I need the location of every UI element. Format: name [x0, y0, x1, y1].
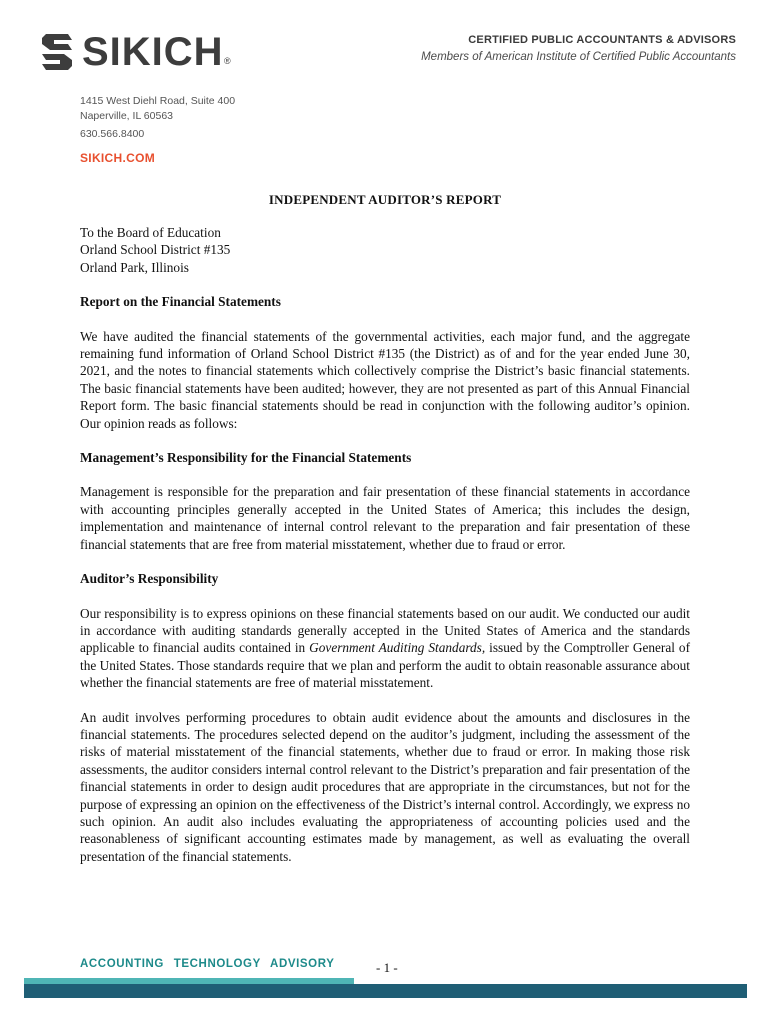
report-title: INDEPENDENT AUDITOR’S REPORT — [268, 192, 502, 207]
logo-wordmark: SIKICH — [82, 30, 224, 74]
section-heading-financial-statements: Report on the Financial Statements — [80, 294, 281, 310]
paragraph-auditor-responsibility-2: An audit involves performing procedures to obtain audit evidence about the amounts and disclosures in the financial statements. The procedures selected depend on the auditor’s judgment, including the assessment of the risks of material misstatement of the financial statements, whether due to fraud or error. In making those risk assessments, the auditor considers internal control relevant to the District’s preparation and fair presentation of the financial statements in order to design audit procedures that are appropriate in the circumstances, but not for the purpose of expressing an opinion on the effectiveness of the District’s internal control. Accordingly, we express no such opinion. An audit also includes evaluating the appropriateness of accounting policies used and the reasonableness of significant accounting estimates made by management, as well as evaluating the overall presentation of the financial statements. — [80, 709, 690, 864]
paragraph-management-responsibility: Management is responsible for the preparation and fair presentation of these financial statements in accordance with accounting principles generally accepted in the United States of America; this includes the design, implementation and maintenance of internal control relevant to the preparation and fair presentation of these financial statements that are free from material misstatement, whether due to fraud or error. — [80, 484, 690, 552]
footer-tagline: ACCOUNTING TECHNOLOGY ADVISORY — [80, 958, 335, 970]
text-run: Our responsibility is to express opinions on these financial statements based on our audit. We conducted our audit in accordance with auditing standards generally accepted in the United States of America and the standards applicable to financial audits contained in — [80, 605, 690, 656]
address-line-2: Naperville, IL 60563 — [80, 110, 174, 122]
addressee-line: Orland Park, Illinois — [80, 259, 189, 275]
paragraph-auditor-responsibility-1 — [80, 605, 690, 692]
registered-mark: ® — [224, 56, 231, 66]
section-heading-management-responsibility: Management’s Responsibility for the Financial Statements — [80, 450, 412, 466]
letterhead — [0, 0, 770, 190]
text-run: issued by the Comptroller General of the United States. Those standards require that we plan and perform the audit to obtain reasonable assurance about whether the financial statements are free of material misstatement. — [80, 640, 691, 691]
address-line-1: 1415 West Diehl Road, Suite 400 — [80, 95, 236, 107]
tagline-secondary: Members of American Institute of Certified Public Accountants — [421, 51, 736, 63]
footer-bar — [24, 984, 747, 998]
tagline-primary: CERTIFIED PUBLIC ACCOUNTANTS & ADVISORS — [468, 34, 736, 46]
report-body — [80, 224, 690, 882]
italic-citation: Government Auditing Standards, — [309, 640, 486, 656]
paragraph-financial-statements: We have audited the financial statements of the governmental activities, each major fund, and the aggregate remaining fund information of Orland School District #135 (the District) as of and for the year ended June 30, 2021, and the notes to financial statements which collectively comprise the District’s basic financial statements. The basic financial statements have been audited; however, they are not presented as part of this Annual Financial Report form. The basic financial statements should be read in conjunction with the following auditor’s opinion. Our opinion reads as follows: — [80, 328, 690, 431]
phone-number: 630.566.8400 — [80, 128, 145, 140]
addressee-line: Orland School District #135 — [80, 242, 231, 258]
section-heading-auditor-responsibility: Auditor’s Responsibility — [80, 571, 219, 587]
addressee-block — [80, 224, 690, 276]
addressee-line: To the Board of Education — [80, 225, 221, 240]
website-link[interactable]: SIKICH.COM — [80, 151, 155, 165]
sikich-s-mark-icon — [40, 32, 74, 72]
page-number: - 1 - — [376, 960, 398, 975]
sikich-logo — [40, 32, 240, 74]
